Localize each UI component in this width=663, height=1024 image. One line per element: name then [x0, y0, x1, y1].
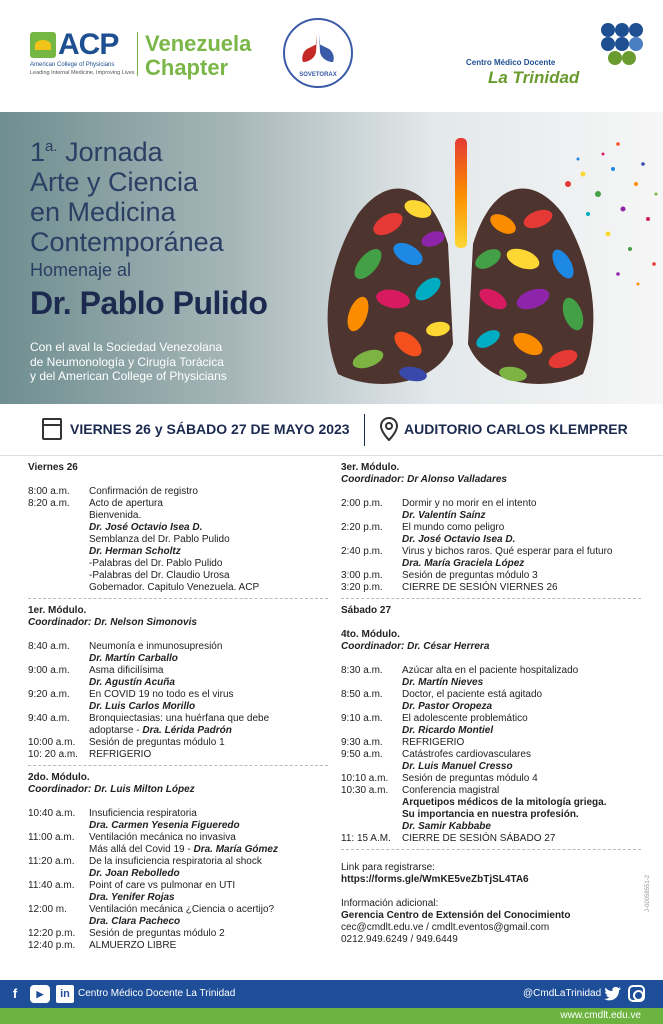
session-text: Virus y bichos raros. Qué esperar para el futuro: [402, 546, 613, 557]
session-time: 10:00 a.m.: [28, 737, 76, 748]
session-text: Su importancia en nuestra profesión.: [402, 809, 579, 820]
session-title: [402, 797, 641, 809]
session-text: -Palabras del Dr. Pablo Pulido: [89, 558, 223, 569]
session-title: [89, 928, 328, 940]
program-row: [28, 832, 328, 844]
session-title: [89, 856, 328, 868]
event-dates: VIERNES 26 y SÁBADO 27 DE MAYO 2023: [70, 421, 350, 437]
speaker-row: [28, 892, 328, 904]
module2-title: 2do. Módulo.: [28, 772, 90, 783]
session-text: Dormir y no morir en el intento: [402, 498, 537, 509]
speaker-name: [402, 558, 641, 570]
program-row: [341, 582, 641, 594]
session-text: Neumonía e inmunosupresión: [89, 641, 223, 652]
module3-title: 3er. Módulo.: [341, 462, 400, 473]
session-text: REFRIGERIO: [89, 749, 152, 760]
session-text: Acto de apertura: [89, 498, 163, 509]
module3-coordinator: Coordinador: Dr Alonso Valladares: [341, 474, 507, 485]
session-title: [402, 737, 641, 749]
speaker-name: [89, 653, 328, 665]
program-row: [341, 498, 641, 510]
lungs-icon: [299, 32, 337, 64]
speaker-name: [89, 546, 328, 558]
speaker-row: [341, 761, 641, 773]
program-row: [28, 940, 328, 952]
session-text: En COVID 19 no todo es el virus: [89, 689, 234, 700]
logo-divider: [137, 32, 138, 76]
session-time: 10:30 a.m.: [341, 785, 389, 796]
event-banner: [0, 112, 663, 404]
session-title: [89, 725, 328, 737]
module2-list: [28, 808, 328, 952]
session-text: Catástrofes cardiovasculares: [402, 749, 531, 760]
session-time: 2:20 p.m.: [341, 522, 383, 533]
session-time: 9:10 a.m.: [341, 713, 383, 724]
program-row: [28, 856, 328, 868]
session-text: -Palabras del Dr. Claudio Urosa: [89, 570, 230, 581]
module4-list: [341, 665, 641, 845]
session-title: [402, 570, 641, 582]
session-time: 9:20 a.m.: [28, 689, 70, 700]
session-title: [89, 558, 328, 570]
trinidad-name-line1: Centro Médico Docente: [466, 58, 556, 67]
session-text: Dr. Pastor Oropeza: [402, 701, 493, 712]
session-text: Dr. Valentín Saínz: [402, 510, 486, 521]
session-time: 9:30 a.m.: [341, 737, 383, 748]
speaker-name: [402, 677, 641, 689]
title-line3: en Medicina: [30, 197, 176, 227]
session-title: [402, 665, 641, 677]
program-row: [28, 582, 328, 594]
speaker-name: [402, 534, 641, 546]
date-separator: [364, 414, 365, 446]
speaker-name: Dra. Lérida Padrón: [142, 725, 232, 736]
speaker-row: [341, 725, 641, 737]
program-row: [341, 737, 641, 749]
session-text: De la insuficiencia respiratoria al shock: [89, 856, 262, 867]
program-row: [341, 749, 641, 761]
speaker-row: [28, 701, 328, 713]
opening-list: [28, 486, 328, 594]
speaker-name: [89, 916, 328, 928]
session-title: [402, 749, 641, 761]
social-icons: [6, 985, 80, 1003]
speaker-row: [341, 510, 641, 522]
session-text: Dr. Martín Carballo: [89, 653, 178, 664]
session-title: [402, 522, 641, 534]
session-time: 8:30 a.m.: [341, 665, 383, 676]
session-text: Sesión de preguntas módulo 1: [89, 737, 225, 748]
event-title: [30, 132, 224, 257]
session-title: [89, 689, 328, 701]
session-text: El adolescente problemático: [402, 713, 528, 724]
session-title: [402, 582, 641, 594]
session-time: 2:40 p.m.: [341, 546, 383, 557]
linkedin-icon[interactable]: in: [56, 985, 74, 1003]
session-text: Bronquiectasias: una huérfana que debe: [89, 713, 270, 724]
session-time: 12:40 p.m.: [28, 940, 76, 951]
youtube-icon[interactable]: ▶: [30, 985, 50, 1003]
session-text: Dr. Luis Manuel Cresso: [402, 761, 513, 772]
speaker-name: [402, 725, 641, 737]
program-row: [28, 928, 328, 940]
session-title: [402, 498, 641, 510]
speaker-row: [341, 534, 641, 546]
session-title: [89, 940, 328, 952]
trinidad-logo: [466, 22, 646, 88]
session-title: [89, 844, 328, 856]
social-handle[interactable]: @CmdLaTrinidad: [523, 988, 602, 999]
session-time: 9:40 a.m.: [28, 713, 70, 724]
session-text: Dra. Carmen Yesenia Figueredo: [89, 820, 240, 831]
speaker-name: [402, 761, 641, 773]
session-title: [89, 737, 328, 749]
aval-line2: de Neumonología y Cirugía Torácica: [30, 354, 224, 369]
speaker-row: [341, 558, 641, 570]
website-link[interactable]: www.cmdlt.edu.ve: [560, 1010, 641, 1021]
info-emails[interactable]: cec@cmdlt.edu.ve / cmdlt.eventos@gmail.com: [341, 922, 550, 933]
module3-list: [341, 498, 641, 594]
session-title: [402, 785, 641, 797]
session-title: [89, 880, 328, 892]
session-title: [89, 570, 328, 582]
session-text: CIERRE DE SESIÓN VIERNES 26: [402, 582, 558, 593]
session-title: [89, 808, 328, 820]
title-number: 1: [30, 137, 46, 167]
speaker-name: [89, 677, 328, 689]
session-time: 8:50 a.m.: [341, 689, 383, 700]
session-text: Arquetipos médicos de la mitología griega.: [402, 797, 607, 808]
session-text: Más allá del Covid 19 -: [89, 844, 194, 855]
speaker-row: [341, 821, 641, 833]
module2-coordinator: Coordinador: Dr. Luis Milton López: [28, 784, 195, 795]
endorsement-text: [30, 340, 330, 384]
session-title: [89, 749, 328, 761]
speaker-name: [402, 701, 641, 713]
speaker-row: [28, 653, 328, 665]
session-text: Dr. José Octavio Isea D.: [402, 534, 516, 545]
program-row: [341, 570, 641, 582]
program-row: [28, 808, 328, 820]
session-title: [89, 498, 328, 510]
session-text: Sesión de preguntas módulo 2: [89, 928, 225, 939]
calendar-icon: [42, 418, 62, 440]
session-text: Semblanza del Dr. Pablo Pulido: [89, 534, 230, 545]
session-title: [89, 904, 328, 916]
day-heading: Viernes 26: [28, 462, 78, 473]
program-row: [28, 665, 328, 677]
session-time: 3:20 p.m.: [341, 582, 383, 593]
title-line4: Contemporánea: [30, 227, 224, 257]
program-row: [341, 665, 641, 677]
section-divider: [28, 765, 328, 766]
program-row: [28, 498, 328, 510]
session-title: [89, 713, 328, 725]
program-row: [28, 558, 328, 570]
session-time: 11:40 a.m.: [28, 880, 75, 891]
section-divider: [341, 598, 641, 599]
session-title: [89, 510, 328, 522]
program-row: [341, 522, 641, 534]
session-text: Ventilación mecánica no invasiva: [89, 832, 236, 843]
program-row: [28, 570, 328, 582]
session-time: 2:00 p.m.: [341, 498, 383, 509]
website-bar: [0, 1008, 663, 1024]
footer-org-name: Centro Médico Docente La Trinidad: [78, 988, 236, 999]
session-text: Dr. Agustín Acuña: [89, 677, 175, 688]
session-text: Confirmación de registro: [89, 486, 198, 497]
info-organization: Gerencia Centro de Extensión del Conocimiento: [341, 910, 571, 921]
speaker-row: [28, 546, 328, 558]
program-row: [28, 534, 328, 546]
session-title: [402, 833, 641, 845]
program-right-column: [341, 462, 641, 946]
session-text: Sesión de preguntas módulo 4: [402, 773, 538, 784]
honoree-name: Dr. Pablo Pulido: [30, 285, 268, 321]
session-text: Doctor, el paciente está agitado: [402, 689, 543, 700]
session-title: [402, 809, 641, 821]
session-text: Gobernador. Capitulo Venezuela. ACP: [89, 582, 260, 593]
facebook-icon[interactable]: f: [12, 986, 18, 1001]
speaker-row: [341, 701, 641, 713]
session-title: [402, 689, 641, 701]
program-row: [28, 749, 328, 761]
program-row: [28, 689, 328, 701]
session-text: Dr. Joan Rebolledo: [89, 868, 180, 879]
session-text: Dr. Samir Kabbabe: [402, 821, 491, 832]
module4-title: 4to. Módulo.: [341, 629, 400, 640]
speaker-name: [402, 821, 641, 833]
program-row: [341, 689, 641, 701]
chapter-line2: Chapter: [145, 55, 229, 80]
program-row: [28, 904, 328, 916]
session-text: ALMUERZO LIBRE: [89, 940, 177, 951]
acp-emblem-icon: [30, 32, 56, 58]
session-text: Dra. Clara Pacheco: [89, 916, 181, 927]
program-row: [28, 725, 328, 737]
twitter-icon[interactable]: [604, 985, 622, 1003]
program-row: [341, 713, 641, 725]
session-title: [402, 713, 641, 725]
session-title: [89, 665, 328, 677]
speaker-name: [89, 522, 328, 534]
session-time: 10:10 a.m.: [341, 773, 389, 784]
instagram-icon[interactable]: [628, 985, 645, 1002]
title-line1: Jornada: [65, 137, 163, 167]
speaker-name: [402, 510, 641, 522]
session-text: Conferencia magistral: [402, 785, 500, 796]
speaker-name: [89, 820, 328, 832]
acp-tagline: Leading Internal Medicine, Improving Lives: [30, 70, 135, 76]
program-row: [28, 486, 328, 498]
program-row: [341, 785, 641, 797]
session-title: [402, 546, 641, 558]
aval-line3: y del American College of Physicians: [30, 369, 227, 383]
session-text: Bienvenida.: [89, 510, 142, 521]
title-sup: a.: [45, 138, 58, 155]
session-title: [89, 534, 328, 546]
module1-coordinator: Coordinador: Dr. Nelson Simonovis: [28, 617, 197, 628]
program-row: [28, 880, 328, 892]
program-row: [28, 641, 328, 653]
section-divider: [341, 849, 641, 850]
sovetorax-logo: [283, 18, 353, 88]
info-label: Información adicional:: [341, 898, 439, 909]
speaker-name: [89, 701, 328, 713]
session-time: 11:20 a.m.: [28, 856, 75, 867]
session-text: Dr. José Octavio Isea D.: [89, 522, 203, 533]
session-time: 10: 20 a.m.: [28, 749, 79, 760]
speaker-row: [341, 677, 641, 689]
program-row: [28, 844, 328, 856]
session-time: 8:40 a.m.: [28, 641, 70, 652]
acp-logo: [30, 30, 134, 78]
chapter-title: [145, 32, 251, 80]
program-row: [28, 737, 328, 749]
info-phones: 0212.949.6249 / 949.6449: [341, 934, 458, 945]
session-title: [402, 773, 641, 785]
speaker-name: [89, 892, 328, 904]
program-left-column: [28, 462, 328, 952]
homenaje-label: Homenaje al: [30, 260, 132, 280]
speaker-row: [28, 868, 328, 880]
speaker-row: [28, 916, 328, 928]
session-text: Dra. Yenifer Rojas: [89, 892, 175, 903]
program-row: [341, 773, 641, 785]
footer-bar: [0, 980, 663, 1008]
session-text: El mundo como peligro: [402, 522, 505, 533]
session-text: adoptarse -: [89, 725, 143, 736]
register-label: Link para registrarse:: [341, 862, 435, 873]
register-link[interactable]: https://forms.gle/WmKE5veZbTjSL4TA6: [341, 874, 529, 885]
session-time: 9:00 a.m.: [28, 665, 70, 676]
section-divider: [28, 598, 328, 599]
acp-subtitle: American College of Physicians: [30, 62, 115, 68]
session-time: 11: 15 A.M.: [341, 833, 391, 844]
module1-title: 1er. Módulo.: [28, 605, 87, 616]
day-heading: Sábado 27: [341, 605, 392, 616]
session-text: Dr. Ricardo Montiel: [402, 725, 494, 736]
trinidad-emblem-icon: [598, 22, 644, 70]
serial-number: J-00058551-2: [645, 874, 651, 912]
speaker-name: [89, 868, 328, 880]
header: [0, 0, 663, 100]
aval-line1: Con el aval la Sociedad Venezolana: [30, 340, 223, 354]
session-time: 9:50 a.m.: [341, 749, 383, 760]
speaker-name: Dra. María Gómez: [193, 844, 278, 855]
location-pin-icon: [380, 417, 398, 441]
chapter-line1: Venezuela: [145, 31, 252, 56]
session-text: Sesión de preguntas módulo 3: [402, 570, 538, 581]
session-text: Ventilación mecánica ¿Ciencia o acertijo?: [89, 904, 275, 915]
program-row: [341, 797, 641, 809]
session-time: 3:00 p.m.: [341, 570, 383, 581]
program-row: [28, 510, 328, 522]
speaker-row: [28, 820, 328, 832]
module4-coordinator: Coordinador: Dr. César Herrera: [341, 641, 490, 652]
session-time: 10:40 a.m.: [28, 808, 76, 819]
session-title: [89, 582, 328, 594]
date-venue-bar: [0, 404, 663, 456]
session-title: [89, 641, 328, 653]
session-time: 12:20 p.m.: [28, 928, 76, 939]
title-line2: Arte y Ciencia: [30, 167, 199, 197]
session-text: Point of care vs pulmonar en UTI: [89, 880, 236, 891]
session-text: Dra. María Graciela López: [402, 558, 525, 569]
program-row: [341, 546, 641, 558]
session-time: 8:20 a.m.: [28, 498, 70, 509]
session-text: Azúcar alta en el paciente hospitalizado: [402, 665, 579, 676]
session-text: Asma dificilísima: [89, 665, 164, 676]
session-title: [89, 832, 328, 844]
session-text: Dr. Herman Scholtz: [89, 546, 181, 557]
acp-logo-text: ACP: [58, 28, 119, 61]
session-time: 12:00 m.: [28, 904, 67, 915]
program-row: [28, 713, 328, 725]
session-text: CIERRE DE SESIÓN SÁBADO 27: [402, 833, 556, 844]
session-time: 11:00 a.m.: [28, 832, 75, 843]
colorful-lungs-illustration: [318, 124, 663, 404]
session-text: Dr. Martín Nieves: [402, 677, 484, 688]
program-row: [341, 833, 641, 845]
trinidad-name-line2: La Trinidad: [488, 68, 580, 87]
session-time: 8:00 a.m.: [28, 486, 70, 497]
event-venue: AUDITORIO CARLOS KLEMPRER: [404, 421, 628, 437]
session-text: Dr. Luis Carlos Morillo: [89, 701, 196, 712]
module1-list: [28, 641, 328, 761]
session-title: [89, 486, 328, 498]
program-row: [341, 809, 641, 821]
speaker-row: [28, 677, 328, 689]
speaker-row: [28, 522, 328, 534]
session-text: Insuficiencia respiratoria: [89, 808, 197, 819]
sovetorax-text: SOVETORAX: [299, 72, 337, 78]
session-text: REFRIGERIO: [402, 737, 465, 748]
